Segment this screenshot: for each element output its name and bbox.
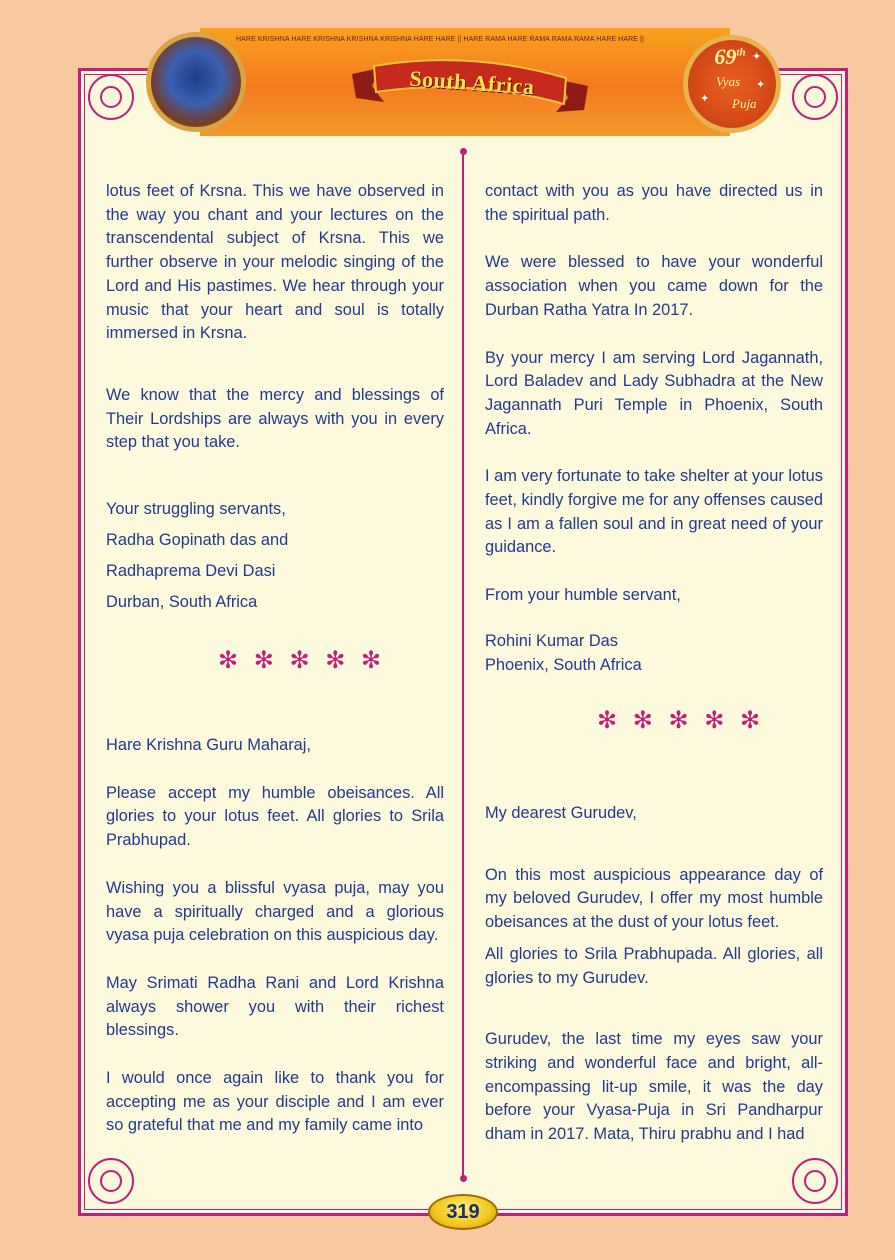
paragraph: contact with you as you have directed us in the spiritual path. <box>485 182 823 224</box>
signoff-line: Radha Gopinath das and <box>106 531 289 549</box>
sparkle-icon: ✦ <box>752 51 762 63</box>
page-number-badge: 319 <box>428 1194 498 1230</box>
corner-ornament-top-left <box>88 74 134 120</box>
signoff-line: Rohini Kumar Das <box>485 632 618 650</box>
mantra-text: HARE KRISHNA HARE KRISHNA KRISHNA KRISHNA HARE HARE || HARE RAMA HARE RAMA RAMA RAMA HARE HARE || <box>236 36 644 43</box>
medallion-number: 69th <box>714 44 746 69</box>
paragraph: Gurudev, the last time my eyes saw your striking and wonderful face and bright, all-encompassing lit-up smile, it was the day before your Vyasa-Puja in Sri Pandharpur dham in 2017. Mata, Thiru prabhu and I had <box>485 1030 823 1144</box>
paragraph: We were blessed to have your wonderful association when you came down for the Durban Ratha Yatra In 2017. <box>485 253 823 319</box>
divider-dot-bottom <box>460 1175 467 1182</box>
page-title: South Africa <box>408 65 536 100</box>
left-signoff <box>106 494 444 618</box>
paragraph: Please accept my humble obeisances. All glories to your lotus feet. All glories to Srila Prabhupad. <box>106 783 444 850</box>
right-column-block2 <box>485 802 823 1147</box>
sparkle-icon: ✦ <box>700 93 710 105</box>
paragraph: I would once again like to thank you for accepting me as your disciple and I am ever so grateful that me and my family came into <box>106 1069 444 1135</box>
paragraph: All glories to Srila Prabhupada. All glories, all glories to my Gurudev. <box>485 944 823 987</box>
paragraph: By your mercy I am serving Lord Jagannath, Lord Baladev and Lady Subhadra at the New Jagannath Puri Temple in Phoenix, South Africa. <box>485 348 823 438</box>
separator-stars: ✻ ✻ ✻ ✻ ✻ <box>597 706 765 734</box>
divider-dot-top <box>460 148 467 155</box>
column-divider <box>462 152 464 1178</box>
medallion-vyas: Vyas <box>716 74 741 89</box>
paragraph: lotus feet of Krsna. This we have observed in the way you chant and your lectures on the transcendental subject of Krsna. This we further observe in your melodic singing of the Lord and His pastimes. We hear through your music that your heart and soul is totally immersed in Krsna. <box>106 182 444 343</box>
paragraph: We know that the mercy and blessings of Their Lordships are always with you in every step that you take. <box>106 385 444 452</box>
separator-stars: ✻ ✻ ✻ ✻ ✻ <box>218 646 386 674</box>
corner-ornament-bottom-right <box>792 1158 838 1204</box>
signoff-line: Your struggling servants, <box>106 500 286 518</box>
left-column-block2 <box>106 734 444 1138</box>
deity-medallion-image <box>146 32 246 132</box>
paragraph: From your humble servant, <box>485 586 681 605</box>
sparkle-icon: ✦ <box>756 79 766 91</box>
corner-ornament-top-right <box>792 74 838 120</box>
paragraph: On this most auspicious appearance day of my beloved Gurudev, I offer my most humble obeisances at the dust of your lotus feet. <box>485 865 823 932</box>
right-column-block1 <box>485 180 823 608</box>
paragraph: Wishing you a blissful vyasa puja, may you have a spiritually charged and a glorious vyasa puja celebration on this auspicious day. <box>106 878 444 945</box>
paragraph: May Srimati Radha Rani and Lord Krishna always shower you with their richest blessings. <box>106 973 444 1040</box>
signoff-line: Radhaprema Devi Dasi <box>106 562 276 580</box>
right-signoff <box>485 630 823 677</box>
salutation: My dearest Gurudev, <box>485 804 637 822</box>
signoff-line: Phoenix, South Africa <box>485 655 642 674</box>
left-column-block1 <box>106 180 444 455</box>
paragraph: I am very fortunate to take shelter at your lotus feet, kindly forgive me for any offenses caused as I am a fallen soul and in great need of your guidance. <box>485 467 823 557</box>
salutation: Hare Krishna Guru Maharaj, <box>106 736 311 754</box>
corner-ornament-bottom-left <box>88 1158 134 1204</box>
signoff-line: Durban, South Africa <box>106 593 258 611</box>
medallion-puja: Puja <box>732 96 757 111</box>
